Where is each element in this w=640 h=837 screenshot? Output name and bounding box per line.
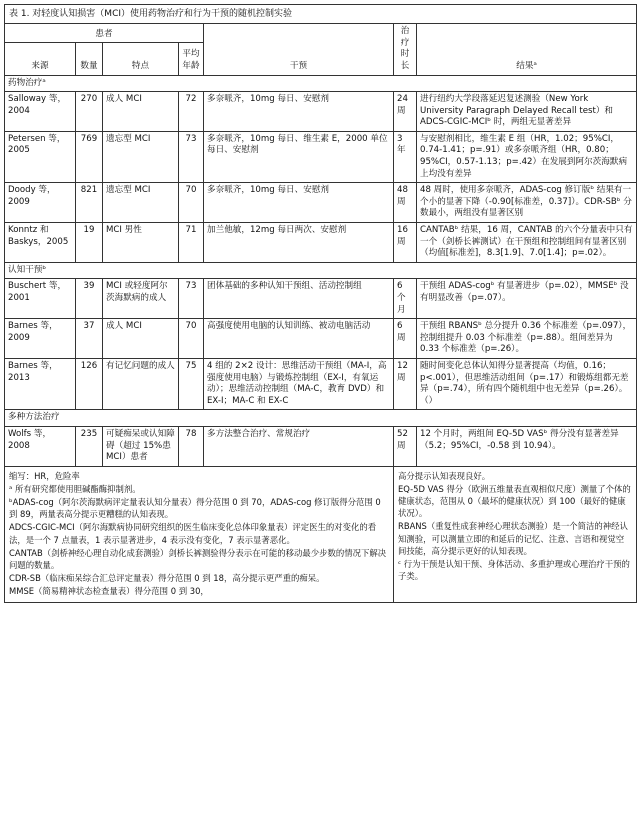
feature-cell: 成人 MCI — [103, 92, 179, 132]
intervention-cell: 多奈哌齐，10mg 每日、维生素 E，2000 单位每日、安慰剂 — [204, 131, 394, 182]
duration-cell: 3 年 — [394, 131, 417, 182]
count-cell: 37 — [76, 319, 103, 359]
feature-cell: 遗忘型 MCI — [103, 131, 179, 182]
age-cell: 73 — [179, 131, 204, 182]
footnote: ᵇADAS-cog（阿尔茨海默病评定量表认知分量表）得分范围 0 到 70，ADAS-cog 修订版得分范围 0 到 89，两量表高分提示更糟糕的认知表现。 — [9, 497, 381, 520]
feature-cell: 遗忘型 MCI — [103, 183, 179, 223]
section-label: 多种方法治疗 — [5, 410, 637, 427]
section-row — [5, 410, 637, 427]
feature-cell: MCI 或轻度阿尔茨海默病的成人 — [103, 279, 179, 319]
header-source: 来源 — [5, 43, 76, 75]
result-cell: 干预组 RBANSᵇ 总分提升 0.36 个标准差（p=.097），控制组提升 0.03 个标准差（p=.88）。组间差异为 0.33 个标准差（p=.26）。 — [417, 319, 637, 359]
count-cell: 39 — [76, 279, 103, 319]
footnote: ADCS-CGIC-MCI（阿尔海默病协同研究组织的医生临床变化总体印象量表）评定医生的对变化的看法，是一个 7 点量表，1 表示显著进步，4 表示没有变化，7 表示显著恶化。 — [9, 522, 377, 545]
footnotes-right — [394, 466, 637, 602]
duration-cell: 6 周 — [394, 319, 417, 359]
section-label: 认知干预ᵇ — [5, 262, 637, 279]
intervention-cell: 4 组的 2×2 设计：思维活动干预组（MA-I，高强度使用电脑）与锻炼控制组（EX-I，有氧运动）；思维活动控制组（MA-C，教育 DVD）和 EX-I；MA-C 和 EX-C — [204, 358, 394, 409]
count-cell: 19 — [76, 223, 103, 263]
feature-cell: MCI 男性 — [103, 223, 179, 263]
count-cell: 821 — [76, 183, 103, 223]
document-page — [4, 4, 636, 603]
source-cell: Petersen 等，2005 — [5, 131, 76, 182]
age-cell: 70 — [179, 183, 204, 223]
age-cell: 75 — [179, 358, 204, 409]
footnote: CDR-SB（临床痴呆综合汇总评定量表）得分范围 0 到 18，高分提示更严重的痴呆。 — [9, 573, 325, 584]
table-row — [5, 358, 637, 409]
source-cell: Barnes 等，2013 — [5, 358, 76, 409]
age-cell: 73 — [179, 279, 204, 319]
footnote: MMSE（简易精神状态检查量表）得分范围 0 到 30， — [9, 586, 209, 597]
result-cell: CANTABᵇ 结果，16 周，CANTAB 的六个分量表中只有一个（剑桥长裤测试）在干预组和控制组间有显著区别（均值[标准差]，8.3[1.9]、7.0[1.4]；p=.02）。 — [417, 223, 637, 263]
section-label: 药物治疗ᵃ — [5, 75, 637, 92]
intervention-cell: 高强度使用电脑的认知训练、被动电脑活动 — [204, 319, 394, 359]
intervention-cell: 多奈哌齐，10mg 每日、安慰剂 — [204, 92, 394, 132]
duration-cell: 16 周 — [394, 223, 417, 263]
table-row — [5, 92, 637, 132]
footnote: ᶜ 行为干预是认知干预、身体活动、多重护理或心理治疗干预的子类。 — [398, 559, 630, 582]
result-cell: 干预组 ADAS-cogᵇ 有显著进步（p=.02），MMSEᵇ 没有明显改善（p=.07）。 — [417, 279, 637, 319]
header-result: 结果ᵃ — [417, 24, 637, 75]
count-cell: 270 — [76, 92, 103, 132]
source-cell: Salloway 等，2004 — [5, 92, 76, 132]
result-cell: 48 周时，使用多奈哌齐，ADAS-cog 修订版ᵇ 结果有一个小的显著下降（-0.90[标准差，0.37]）。CDR-SBᵇ 分数最小，两组没有显著区别 — [417, 183, 637, 223]
footnote: 高分提示认知表现良好。 — [398, 470, 491, 481]
source-cell: Buschert 等，2001 — [5, 279, 76, 319]
footnote: EQ-5D VAS 得分（欧洲五维量表直观相似尺度）测量了个体的健康状态，范围从 0（最坏的健康状况）到 100（最好的健康状况）。 — [398, 483, 631, 519]
result-cell: 与安慰剂相比，维生素 E 组（HR，1.02；95%CI，0.74-1.41；p=.91）或多奈哌齐组（HR，0.80；95%CI，0.57-1.13；p=.42）在发展到阿尔茨海默病上均没有差异 — [417, 131, 637, 182]
header-features: 特点 — [103, 43, 179, 75]
rct-table — [4, 4, 637, 603]
count-cell: 126 — [76, 358, 103, 409]
table-title: 表 1. 对轻度认知损害（MCI）使用药物治疗和行为干预的随机控制实验 — [5, 5, 637, 24]
result-cell: 12 个月时，两组间 EQ-5D VASᵇ 得分没有显著差异（5.2；95%CI，-0.58 到 10.94）。 — [417, 426, 637, 466]
intervention-cell: 多方法整合治疗、常规治疗 — [204, 426, 394, 466]
footnote: CANTAB（剑桥神经心理自动化成套测验）剑桥长裤测验得分表示在可能的移动最少步数的情况下解决问题的数量。 — [9, 547, 387, 571]
header-count: 数量 — [76, 43, 103, 75]
result-cell: 随时间变化总体认知得分显著提高（均值，0.16；p<.001），但思维活动组间（p=.17）和锻炼组都无差异（p=.74），所有四个随机组中也无差异（p=.26）。（） — [417, 358, 637, 409]
age-cell: 70 — [179, 319, 204, 359]
count-cell: 769 — [76, 131, 103, 182]
section-row — [5, 262, 637, 279]
table-row — [5, 426, 637, 466]
source-cell: Barnes 等，2009 — [5, 319, 76, 359]
source-cell: Doody 等，2009 — [5, 183, 76, 223]
intervention-cell: 加兰他敏，12mg 每日两次、安慰剂 — [204, 223, 394, 263]
duration-cell: 48 周 — [394, 183, 417, 223]
source-cell: Konntz 和 Baskys，2005 — [5, 223, 76, 263]
table-row — [5, 223, 637, 263]
feature-cell: 有记忆问题的成人 — [103, 358, 179, 409]
section-row — [5, 75, 637, 92]
feature-cell: 成人 MCI — [103, 319, 179, 359]
age-cell: 71 — [179, 223, 204, 263]
footnote: RBANS（重复性成套神经心理状态测验）是一个简洁的神经认知测验，可以测量立即的和延后的记忆、注意、言语和视觉空间技能，高分提示更好的认知表现。 — [398, 521, 628, 556]
footnote: ᵃ 所有研究都使用胆碱酯酶抑制剂。 — [9, 483, 141, 494]
intervention-cell: 团体基础的多种认知干预组、活动控制组 — [204, 279, 394, 319]
duration-cell: 52 周 — [394, 426, 417, 466]
header-intervention: 干预 — [204, 24, 394, 75]
header-avg-age: 平均年龄 — [179, 43, 204, 75]
duration-cell: 6 个月 — [394, 279, 417, 319]
count-cell: 235 — [76, 426, 103, 466]
age-cell: 72 — [179, 92, 204, 132]
age-cell: 78 — [179, 426, 204, 466]
result-cell: 进行纽约大学段落延迟复述测验（New York University Paragraph Delayed Recall test）和 ADCS-CGIC-MCIᵇ 时，两组无显著差异 — [417, 92, 637, 132]
duration-cell: 24 周 — [394, 92, 417, 132]
table-row — [5, 183, 637, 223]
table-row — [5, 319, 637, 359]
header-patients: 患者 — [5, 24, 204, 43]
footnotes-left — [5, 466, 394, 602]
source-cell: Wolfs 等，2008 — [5, 426, 76, 466]
footnote: 缩写：HR，危险率 — [9, 470, 80, 481]
feature-cell: 可疑痴呆或认知障碍（超过 15%患 MCI）患者 — [103, 426, 179, 466]
duration-cell: 12 周 — [394, 358, 417, 409]
table-row — [5, 279, 637, 319]
intervention-cell: 多奈哌齐，10mg 每日、安慰剂 — [204, 183, 394, 223]
header-duration: 治疗时长 — [394, 24, 417, 75]
table-row — [5, 131, 637, 182]
